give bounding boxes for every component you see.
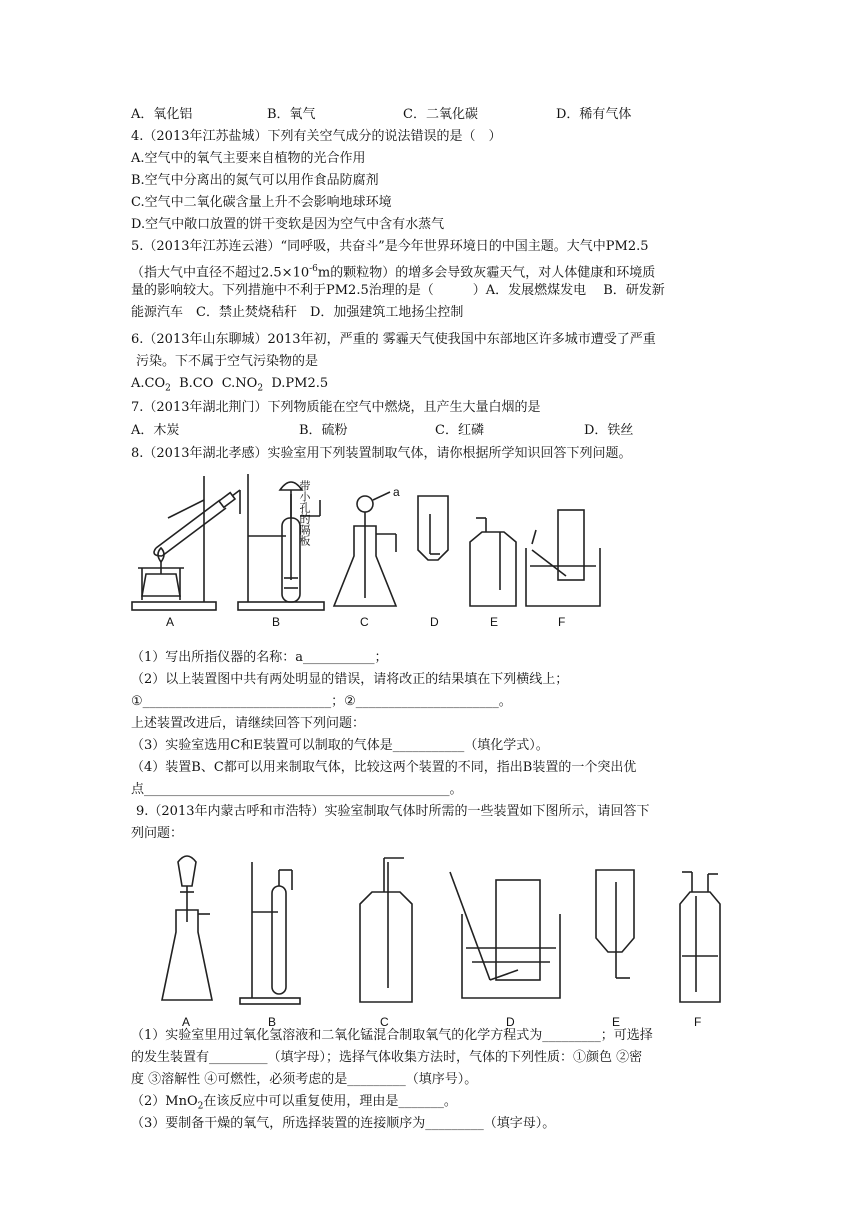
q5-line-2-text-a: （指大气中直径不超过2.5×10: [131, 265, 310, 281]
q9-apparatus-f: [680, 872, 720, 1002]
q3-option-b: B．氧气: [267, 107, 316, 122]
q8-sub-1: （1）写出所指仪器的名称：a___________；: [131, 650, 388, 665]
q4-option-a: A.空气中的氧气主要来自植物的光合作用: [131, 151, 366, 166]
q9-label-b: B: [268, 1015, 277, 1029]
q9-label-d: D: [506, 1015, 515, 1029]
q3-option-d: D．稀有气体: [556, 107, 632, 122]
apparatus-e: [470, 518, 516, 606]
q9-apparatus-figure: [160, 852, 740, 1032]
q8-partition-label: 带小孔的隔板: [298, 480, 310, 546]
q9-sub-2-pre: （2）MnO: [131, 1094, 198, 1109]
q9-sub-1-line-1: （1）实验室里用过氧化氢溶液和二氧化锰混合制取氧气的化学方程式为_________；可选择: [131, 1028, 653, 1043]
q5-line-4: 能源汽车 C．禁止焚烧秸秆 D．加强建筑工地扬尘控制: [131, 305, 464, 320]
q7-option-b: B．硫粉: [299, 423, 348, 438]
q6-option-b: B.CO: [179, 376, 214, 391]
q8-after-text: 上述装置改进后，请继续回答下列问题：: [131, 716, 366, 731]
q9-label-c: C: [380, 1015, 389, 1029]
q9-label-a: A: [182, 1015, 191, 1029]
q8-label-d: D: [430, 615, 439, 629]
q3-option-a: A．氧化铝: [131, 107, 193, 122]
q4-option-c: C.空气中二氧化碳含量上升不会影响地球环境: [131, 195, 392, 210]
q5-exponent: -6: [309, 264, 318, 274]
q6-line-2: 污染。下不属于空气污染物的是: [136, 354, 319, 369]
q9-apparatus-d: [450, 872, 560, 998]
q4-option-b: B.空气中分离出的氮气可以用作食品防腐剂: [131, 173, 379, 188]
q8-sub-2-blanks: ①_____________________________；②______________________。: [131, 694, 512, 709]
q9-apparatus-e: [596, 870, 634, 978]
q9-sub-1-line-3: 度 ③溶解性 ④可燃性，必须考虑的是_________（填序号）。: [131, 1072, 478, 1087]
q8-pointer-label: a: [393, 485, 400, 499]
q3-option-c: C．二氧化碳: [403, 107, 478, 122]
q8-label-e: E: [490, 615, 499, 629]
q6-option-c: $C.NO_2$: [221, 376, 264, 394]
apparatus-f: [526, 510, 600, 606]
q9-sub-2: [131, 1092, 457, 1112]
q8-sub-2: （2）以上装置图中共有两处明显的错误，请将改正的结果填在下列横线上；: [131, 672, 569, 687]
q5-line-2-text-b: m的颗粒物）的增多会导致灰霾天气，对人体健康和环境质: [317, 265, 656, 281]
q8-stem: 8.（2013年湖北孝感）实验室用下列装置制取气体，请你根据所学知识回答下列问题。: [131, 446, 632, 461]
q9-label-e: E: [612, 1015, 621, 1029]
apparatus-a: [132, 476, 240, 610]
q6-line-1: 6.（2013年山东聊城）2013年初，严重的 雾霾天气使我国中东部地区许多城市遭受了严重: [131, 332, 656, 347]
q5-line-3: 量的影响较大。下列措施中不利于PM2.5治理的是（ ）A．发展燃煤发电 B．研发新: [131, 283, 665, 298]
apparatus-c: [334, 492, 396, 606]
q5-line-1: 5.（2013年江苏连云港）“同呼吸，共奋斗”是今年世界环境日的中国主题。大气中PM2.5: [131, 239, 649, 254]
q9-apparatus-c: [360, 858, 412, 1002]
q9-stem-line-2: 列问题：: [131, 826, 184, 841]
q7-option-a: A．木炭: [131, 423, 180, 438]
q6-option-a: $A.CO_2$: [131, 376, 171, 394]
q9-sub-1-line-2: 的发生装置有_________（填字母）；选择气体收集方法时，气体的下列性质：①颜色 ②密: [131, 1050, 643, 1065]
q9-apparatus-b: [240, 862, 300, 1004]
q9-apparatus-a: [162, 856, 212, 1000]
q8-sub-4-line-1: （4）装置B、C都可以用来制取气体，比较这两个装置的不同，指出B装置的一个突出优: [131, 760, 637, 775]
q8-label-a: A: [166, 615, 175, 629]
apparatus-b: [238, 474, 324, 610]
q7-stem: 7.（2013年湖北荆门）下列物质能在空气中燃烧，且产生大量白烟的是: [131, 400, 541, 415]
q5-line-2: [131, 259, 655, 279]
q8-apparatus-figure: [128, 470, 608, 630]
q8-label-f: F: [558, 615, 566, 629]
q9-sub-3: （3）要制备干燥的氧气，所选择装置的连接顺序为_________（填字母）。: [131, 1116, 556, 1131]
q8-sub-3: （3）实验室选用C和E装置可以制取的气体是___________（填化学式）。: [131, 738, 549, 753]
q8-label-b: B: [272, 615, 281, 629]
q4-stem: 4.（2013年江苏盐城）下列有关空气成分的说法错误的是（ ）: [131, 129, 502, 144]
q7-option-d: D．铁丝: [584, 423, 634, 438]
q9-label-f: F: [694, 1015, 702, 1029]
q4-option-d: D.空气中敞口放置的饼干变软是因为空气中含有水蒸气: [131, 217, 445, 232]
q6-option-d: D.PM2.5: [271, 376, 329, 391]
q8-sub-4-line-2: 点_______________________________________________。: [131, 782, 463, 797]
q6-options: [131, 374, 328, 394]
q7-option-c: C．红磷: [435, 423, 484, 438]
q8-label-c: C: [360, 615, 369, 629]
apparatus-d: [418, 496, 448, 560]
q9-sub-2-subscript: 2: [197, 1101, 204, 1112]
q9-stem-line-1: 9.（2013年内蒙古呼和市浩特）实验室制取气体时所需的一些装置如下图所示，请回答下: [136, 804, 650, 819]
q9-sub-2-post: 在该反应中可以重复使用，理由是_______。: [203, 1094, 457, 1109]
